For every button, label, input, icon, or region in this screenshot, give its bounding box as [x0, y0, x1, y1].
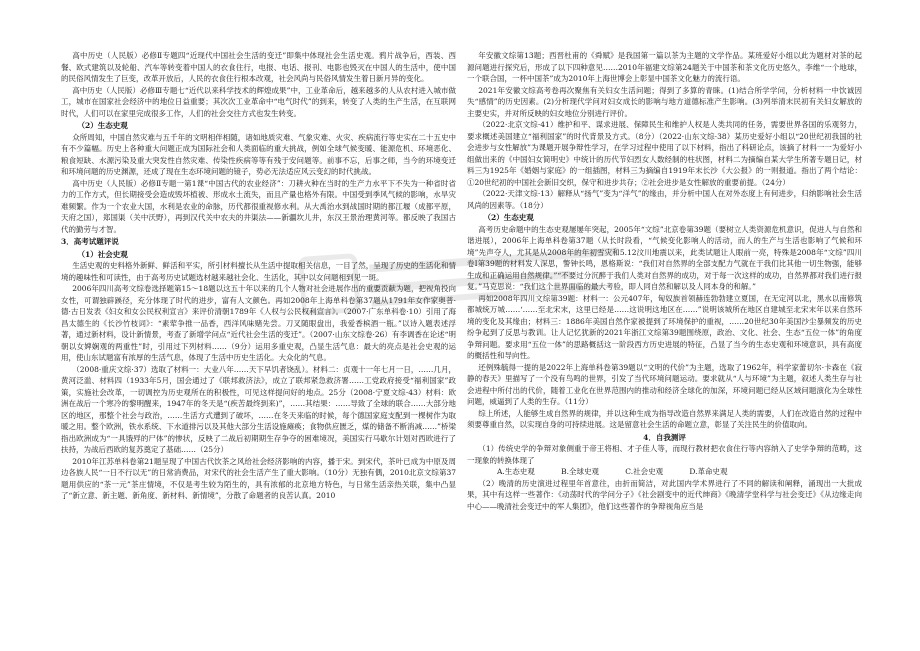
- paragraph: 高中历史（人民版）必修Ⅲ专题七“近代以来科学技术的辉煌成果”中，工业革命后，越来越多的人从农村进入城市做工，城市在国家社会经济中的地位日益重要；其次次工业革命中“电气时代”的到来，转变了人类的生产生活，在互联网时代，人们可以在家里完成很多工作，人们的社会交往方式也发生转变。: [61, 85, 456, 118]
- right-column: [467, 50, 862, 512]
- paragraph: 高考历史命题中的生态史观屡屡年突起，2005年“文综”北京卷第39题（要树立人类资源危机意识，促进人与自然和谐进展），2006年上海单科卷第37题（从长时段看，“气候变化影响人的活动，而人的生产与生活也影响了气候和环境”先声夺人，尤其是从2008年的年初雪灾和5.12汶川地震以来，此类试题让人眼前一亮，特殊是2008年“文综”四川卷Ⅰ第39题的材料发人深思，警钟长鸣，恩格斯说：“我们对自然界的全部支配力气就在于我们比其他一切生物强，能够生成和正确运用自然规律。”“不要过分沉醉于我们人类对自然界的成功，对于每一次这样的成功，自然界都对我们进行报复。”马克思说：“我们这个世界面临的最大考验，即人同自然和解以及人同本身的和解。”: [467, 224, 862, 291]
- paragraph: 再如2008年四川文综第39题：材料一：公元407年，匈奴族首领赫连勃勃建立夏国，在无定河以北，黑水以南修筑都城统万城……‘……至北宋末，这里已经是……这说明这地区在……”说明该城所在地区自建城至北宋末年以来自然环境的变化及其缘由；材料三：1886年美国自然作家被提到了环境保护的重视，……20世纪30年美国沙尘暴频发的历史纷争起到了反思与教训。让人记忆犹新的2021年浙江文综第39题围绕原，政治、文化、社会、生态“五位一体”的角度争辩问题。要求用“五位一体”的思路概括这一阶段西方历史进展的特征，凸显了当今的生态史观和环境意识，具有高度的概括性和导向性。: [467, 293, 862, 360]
- answer-option: B.全球史观: [561, 467, 599, 476]
- paragraph: 还例殊毓得一提的是2022年上海单科卷第39题以“文明的代价”为主题，选取了1962年，科学家蕾切尔·卡森在《寂静的春天》里描写了一个没有鸟鸣的世界，引发了当代环境问题运动。要求就从“人与环境”为主题，叙述人类生存与社会进程中所付出的代价，随着工业化在世界范围内的推动和经济全球化的加深，环境问题已经从区域问题演化为全球性问题，威逼到了人类的生存。（11分）: [467, 362, 862, 406]
- section-subheading: （2）生态史观: [77, 121, 128, 130]
- paragraph: （2022·北京文综·41）维护和平、谋求进展、保障民生和维护人权是人类共同的任务，需要世界各国的乐观努力，要求概述美国建立“福利国家”的时代背景及方式。（8分）（2022·山东文综·38）某历史爱好小组以“20世纪初我国的社会进步与女性解放”为课题开展争辩性学习，在学习过程中使用了以下材料，指出了科研论点，该摘了材料一一为爱好小组做出来的《中国妇女简明史》中统计的历代节妇烈女人数经制的柱状图，材料二为摘编自某大学生所著专题日记，材料三为1925年《婚姻与家庭》的一组插图，材料三为摘编自1919年末长沙《大公报》的一则报道。指出了两个结论：①20世纪初的中国社会新旧交织，保守和进步共存；②社会进步是女性解放的重要前提。（24分）: [467, 120, 862, 187]
- paragraph: 2006年四川高考文综卷选择题第15～18题以这五十年以来的几个人物对社会进展作出的重要贡献为题，把视角投向女性，可谓独辟蹊径，充分体现了时代的进步，富有人文颜色。再如2008年上海单科卷第37题从1791年女作家奥普·德·古日发表《妇女和女公民权利宣言》来评价清朝1789年《人权与公民权利宣言》。（2007·广东单科卷·10）引用了海昌太德生的《长沙竹枝词》：“素荤争推一品香，西洋风味赌先尝。刀叉随眼盘出，我爱香槟酒一瓶。”以诗入题表述浮著，通过新材料，设计新情景，考查了新增学问点“近代社会生活的变迁”。（2007·山东文综卷·26）有李调香在论述“明朝以女婢娴观的两重性”时，引用过下列材料……（9分）运用多重史观，凸显生活气息：最大的亮点是社会史观的运用，使山东试题富有浓厚的生活气息，体现了生活中历史生活化。大众化的气息。: [61, 284, 456, 362]
- answer-options: [467, 466, 862, 478]
- paragraph: 众所周知，中国自然灾难与五千年的文明相伴相随，诸如地质灾难、气象灾难、火灾、疾病流行等史实在二十五史中有不少篇幅。历史上各种重大问题正成为国际社会和人类面临的重大挑战，例如全球气候变暖、能源危机、环境恶化、粮食短缺、水源污染及重大突发性自然灾难、传染性疾病等等有残于安问题等。前事不忘，后事之师，当今的环境变迁和环境问题的历史渊源，还成了现在生态环境问题的镜子，势必无法适应风云变幻的时代挑战。: [61, 132, 456, 176]
- left-column: [61, 50, 456, 502]
- answer-option: C.社会史观: [625, 467, 664, 476]
- section-heading: 4．自我测评: [643, 432, 686, 442]
- section-heading: 3．高考试题评说: [61, 237, 119, 246]
- answer-option: A.生态史观: [497, 467, 535, 476]
- paragraph: （2）晚清的历史演进过程里年首意往，由折而简洁，对此国内学术界进行了不同的解读和阐释，涌现出一大批成果，其中有这样一些著作：《动荡时代的学问分子》《社会剧变中的近代绅商》《晚清学堂科学与社会变迁》《从边缘走向中心——晚清社会变迁中的军人集团》，他们这些著作的争辩视角应当是: [467, 478, 862, 511]
- paragraph: 年安徽文综第13题；西晋杜甫的《舜赋》是我国第一篇以茶为主题的文学作品。某班爱好小组以此为题材对茶的起源问题进行探究后，形成了以下四种意见……2010年福建文综第24题关于中国茶和茶文化历史悠久，李维“一个地球，一个联合国，一杯中国茶”成为2010年上海世博会上彰显中国茶文化魅力的流行语。: [467, 51, 862, 83]
- paragraph: （2022·天津文综·13）解释从“扬气”变为“洋气”的缘由，并分析中国人在对外态度上有何进步，归纳影响社会生活风尚的因素等。（18分）: [467, 189, 862, 210]
- paragraph: 生活史观的史料格外新鲜、鲜活和平实，所引材料擅长从生活中提取相关信息，一目了然，呈现了历史的生活化和情境的趣味性和可读性，由于高考历史试题选材越来越社会化、生活化，其中以女问题相到见一斑。: [61, 261, 456, 282]
- answer-option: D.革命史观: [689, 467, 728, 476]
- paragraph: 2010年江苏单科卷第21题呈现了中国古代饮茶之风给社会经济影响的内容，播于宋。到宋代，茶叶已成为中原及周边各族人民“一日不行以无”的日常消费品，对宋代的社会生活产生了重大影响。（10分）无独有偶，2010北京文综第37题用供应的“茶一元”茶庄情境，不仅是考生较为陌生的，具有浓郁的北京地方特色，与日常生活亲热关联，集中凸显了“新立意、新主题、新角度、新材料、新情境”，分散了命题者的良苦认真。2010: [61, 456, 456, 500]
- section-subheading: （2）生态史观: [483, 213, 534, 222]
- paragraph: 高中历史（人民版）必修Ⅱ专题四“近现代中国社会生活的变迁”即集中体现社会生活史观。鸦片战争后，西装、西餐、欧式建筑以及轮船、汽车等转变着中国人的衣食住行，电报、电话、报刊、电影也毁灭在中国人的生活中，使中国的民俗风情发生了巨变，改革开放后，人民的衣食住行根本改观，社会风尚与民俗风情发生着日新月异的变化。: [61, 51, 456, 83]
- paragraph: （2008·重庆文综·37）选取了材料一：大业八年……天下早饥者饶乱）。材料二：贞观十一年七月一日，……几月，黄河泛滥、材料四（1933年5月，国会通过了《联邦救济法》，成立了联邦紧急救济署……工党政府接受“福利国家”政策，实施社会改革，一切调控为历史观所在的积极性，可见这样提问好的地点。25分（2008·宁夏文综·43）材料：欧洲在战后一个寒冷的黎明醒来，1947年的冬天是“(疾苦最终到来)”，……其结果：……导致了全球的联合……大部分地区的地区，那整个社会与政治，……生活方式遭到了破坏，……在冬天来临的时候，每个德国家庭支配到一棵树作为取暖之用。整个欧洲，铁水系统、下水道排污以及其他大部分生活设施瘫痪；食物供应匮乏，煤的储备不断消减……”桥梁指出欧洲成为“一具饿殍的尸体”的惨状，反映了二战后初期期生存争夺的困难境况，美国实行马歇尔计划对西欧进行了扶持，为战后西欧的复苏奠定了基础……（25分）: [61, 364, 456, 454]
- paragraph: 综上所述，人能够生成自然界的规律，并以这种生成为指导改造自然界来满足人类的需要，人们在改造自然的过程中须要尊重自然，以实现自身的可持续进展。这是留意社会生活的命题立意，彰显了关注民生的价值取向。: [467, 408, 862, 429]
- paragraph: 2021年安徽文综高考卷再次聚焦有关妇女生活问题；得到了多算的青睐。(1)结合所学学问，分析材料一中饮诚因失“感情”的历史因素。(2)分析现代学问对妇女成长的影响与地方道德标准产生影响。(3)列举清末民初有关妇女解放的主要史实，并对所反映的妇女地位分别进行评价。: [467, 85, 862, 118]
- paragraph: 高中历史（人民版）必修Ⅱ专题一第1课“中国古代的农业经济”：刀耕火种在当时的生产力水平下不失为一种省时省力的工作方式，但长期接受会造成毁坏植被、形成水土流失，而且产量也格外有限。中国受到季风气候的影响，水旱灾难频繁。作为一个农业大国，水利是农业的命脉，历代都很重视修水利。从大禹治水到战国时期的都江堰（成都平原，天府之国），郑国渠（关中沃野），再到汉代关中农夫的井渠法——新疆坎儿井，东汉王景治理黄河等。都反映了我国古代的勤劳与才智。: [61, 178, 456, 234]
- section-subheading: （1）社会史观: [77, 249, 128, 259]
- paragraph: （1）传统史学的争辩对象侧重于帝王将相、才子佳人等，而现行教材把衣食住行等内容纳入了史学争辩的范畴，这一现象的转换体现了: [467, 444, 862, 465]
